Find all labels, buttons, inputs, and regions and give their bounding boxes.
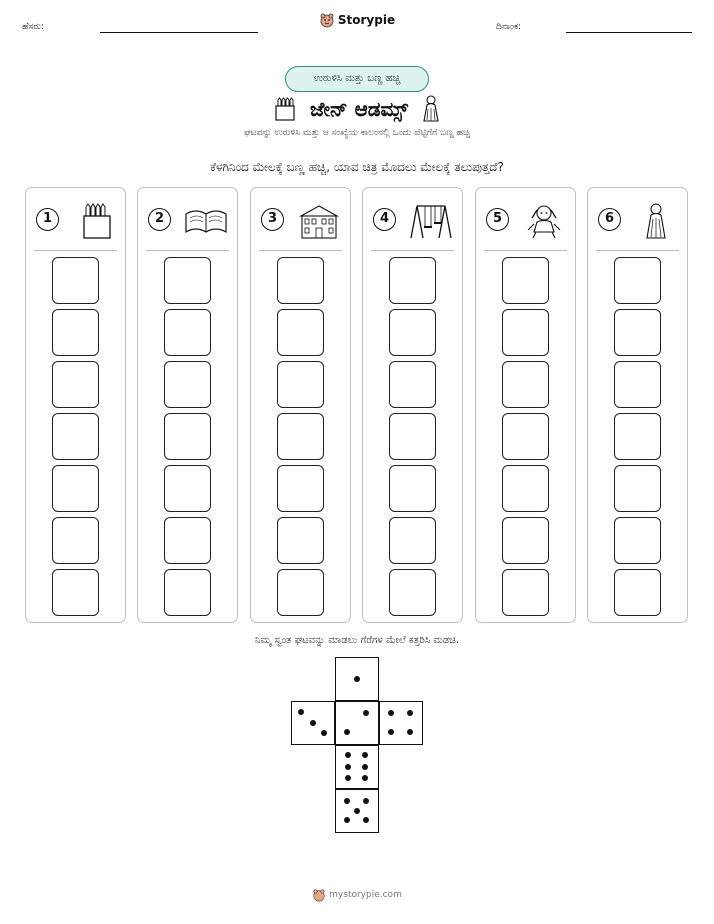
brand-name: Storypie xyxy=(337,13,396,27)
name-label: ಹೆಸರು: xyxy=(22,22,45,32)
page-title: ಜೇನ್ ಆಡಮ್ಸ್ xyxy=(310,97,408,121)
column-number: 4 xyxy=(373,208,396,231)
date-line[interactable] xyxy=(566,32,692,33)
column-divider xyxy=(259,250,342,251)
brand-logo xyxy=(0,12,714,28)
die-pip xyxy=(363,798,369,804)
color-box[interactable] xyxy=(52,569,99,616)
color-box[interactable] xyxy=(52,465,99,512)
die-pip xyxy=(354,808,360,814)
die-pip xyxy=(362,775,368,781)
color-box[interactable] xyxy=(164,413,211,460)
die-pip xyxy=(298,709,304,715)
color-box[interactable] xyxy=(277,361,324,408)
column-header xyxy=(363,188,462,252)
die-pip xyxy=(363,817,369,823)
die-pip xyxy=(344,798,350,804)
column-number: 3 xyxy=(261,208,284,231)
color-box[interactable] xyxy=(389,517,436,564)
swing-set-icon xyxy=(407,202,455,240)
column-divider xyxy=(484,250,567,251)
date-label: ದಿನಾಂಕ: xyxy=(496,22,522,32)
die-pip xyxy=(388,729,394,735)
die-pip xyxy=(345,752,351,758)
die-face xyxy=(335,789,379,833)
title-row xyxy=(0,94,714,124)
footer-url[interactable]: mystorypie.com xyxy=(329,890,402,900)
footer xyxy=(0,888,714,902)
figurine-icon xyxy=(632,202,680,240)
instructions: ಘಟವನ್ನು ಉರುಳಿಸಿ ಮತ್ತು ಆ ಸಂಖ್ಯೆಯ ಕಾಲಂನಲ್ಲಿ ಒಂದು ಪೆಟ್ಟಿಗೆಗೆ ಬಣ್ಣ ಹಚ್ಚಿ xyxy=(244,128,470,138)
die-face xyxy=(335,701,379,745)
color-box[interactable] xyxy=(277,465,324,512)
die-face xyxy=(291,701,335,745)
column-1 xyxy=(25,187,126,623)
color-box[interactable] xyxy=(389,309,436,356)
hull-house-icon xyxy=(295,202,343,240)
name-line[interactable] xyxy=(100,32,258,33)
die-pip xyxy=(345,764,351,770)
color-box[interactable] xyxy=(614,361,661,408)
column-number: 6 xyxy=(598,208,621,231)
die-pip xyxy=(344,729,350,735)
crayon-box-icon xyxy=(70,202,118,240)
color-box[interactable] xyxy=(614,413,661,460)
color-box[interactable] xyxy=(502,413,549,460)
color-box[interactable] xyxy=(277,517,324,564)
color-box[interactable] xyxy=(502,309,549,356)
cut-fold-note: ನಿಮ್ಮ ಸ್ವಂತ ಘಟವನ್ನು ಮಾಡಲು ಗೆರೆಗಳ ಮೇಲೆ ಕತ್ತರಿಸಿ ಮಡಚಿ. xyxy=(254,635,460,646)
die-face xyxy=(379,701,423,745)
die-pip xyxy=(321,730,327,736)
die-pip xyxy=(345,775,351,781)
color-box[interactable] xyxy=(277,413,324,460)
color-box[interactable] xyxy=(52,361,99,408)
color-box[interactable] xyxy=(52,309,99,356)
column-divider xyxy=(596,250,679,251)
color-box[interactable] xyxy=(389,569,436,616)
color-box[interactable] xyxy=(164,309,211,356)
column-6 xyxy=(587,187,688,623)
crayon-box-icon xyxy=(274,97,296,121)
activity-pill: ಉರುಳಿಸಿ ಮತ್ತು ಬಣ್ಣ ಹಚ್ಚಿ xyxy=(285,66,429,92)
figurine-icon xyxy=(422,95,440,123)
die-pip xyxy=(344,817,350,823)
die-pip xyxy=(354,676,360,682)
column-header xyxy=(476,188,575,252)
color-box[interactable] xyxy=(52,257,99,304)
die-pip xyxy=(363,710,369,716)
open-book-icon xyxy=(182,202,230,240)
storypie-mascot-icon xyxy=(312,888,326,902)
color-box[interactable] xyxy=(614,569,661,616)
die-pip xyxy=(362,752,368,758)
die-face xyxy=(335,745,379,789)
column-5 xyxy=(475,187,576,623)
column-divider xyxy=(371,250,454,251)
die-pip xyxy=(388,710,394,716)
color-box[interactable] xyxy=(502,257,549,304)
color-box[interactable] xyxy=(52,413,99,460)
color-box[interactable] xyxy=(164,257,211,304)
color-box[interactable] xyxy=(389,361,436,408)
color-box[interactable] xyxy=(389,413,436,460)
column-4 xyxy=(362,187,463,623)
color-box[interactable] xyxy=(614,309,661,356)
column-header xyxy=(251,188,350,252)
color-box[interactable] xyxy=(277,569,324,616)
color-box[interactable] xyxy=(52,517,99,564)
color-box[interactable] xyxy=(502,569,549,616)
column-number: 5 xyxy=(486,208,509,231)
color-box[interactable] xyxy=(614,465,661,512)
color-box[interactable] xyxy=(389,465,436,512)
die-face xyxy=(335,657,379,701)
color-box[interactable] xyxy=(614,517,661,564)
column-divider xyxy=(34,250,117,251)
die-pip xyxy=(310,720,316,726)
die-pip xyxy=(407,729,413,735)
column-divider xyxy=(146,250,229,251)
storypie-mascot-icon xyxy=(319,12,335,28)
color-box[interactable] xyxy=(164,517,211,564)
column-header xyxy=(588,188,687,252)
column-header xyxy=(138,188,237,252)
color-box[interactable] xyxy=(502,465,549,512)
color-box[interactable] xyxy=(164,465,211,512)
column-3 xyxy=(250,187,351,623)
color-box[interactable] xyxy=(502,361,549,408)
column-2 xyxy=(137,187,238,623)
column-number: 2 xyxy=(148,208,171,231)
color-box[interactable] xyxy=(277,257,324,304)
color-box[interactable] xyxy=(277,309,324,356)
die-pip xyxy=(407,710,413,716)
color-box[interactable] xyxy=(389,257,436,304)
color-box[interactable] xyxy=(502,517,549,564)
column-header xyxy=(26,188,125,252)
column-number: 1 xyxy=(36,208,59,231)
color-box[interactable] xyxy=(164,361,211,408)
color-box[interactable] xyxy=(614,257,661,304)
die-pip xyxy=(362,764,368,770)
question: ಕೆಳಗಿನಿಂದ ಮೇಲಕ್ಕೆ ಬಣ್ಣ ಹಚ್ಚಿ, ಯಾವ ಚಿತ್ರ ಮೊದಲು ಮೇಲಕ್ಕೆ ತಲುಪುತ್ತದೆ? xyxy=(210,160,504,174)
color-box[interactable] xyxy=(164,569,211,616)
doll-icon xyxy=(520,202,568,240)
